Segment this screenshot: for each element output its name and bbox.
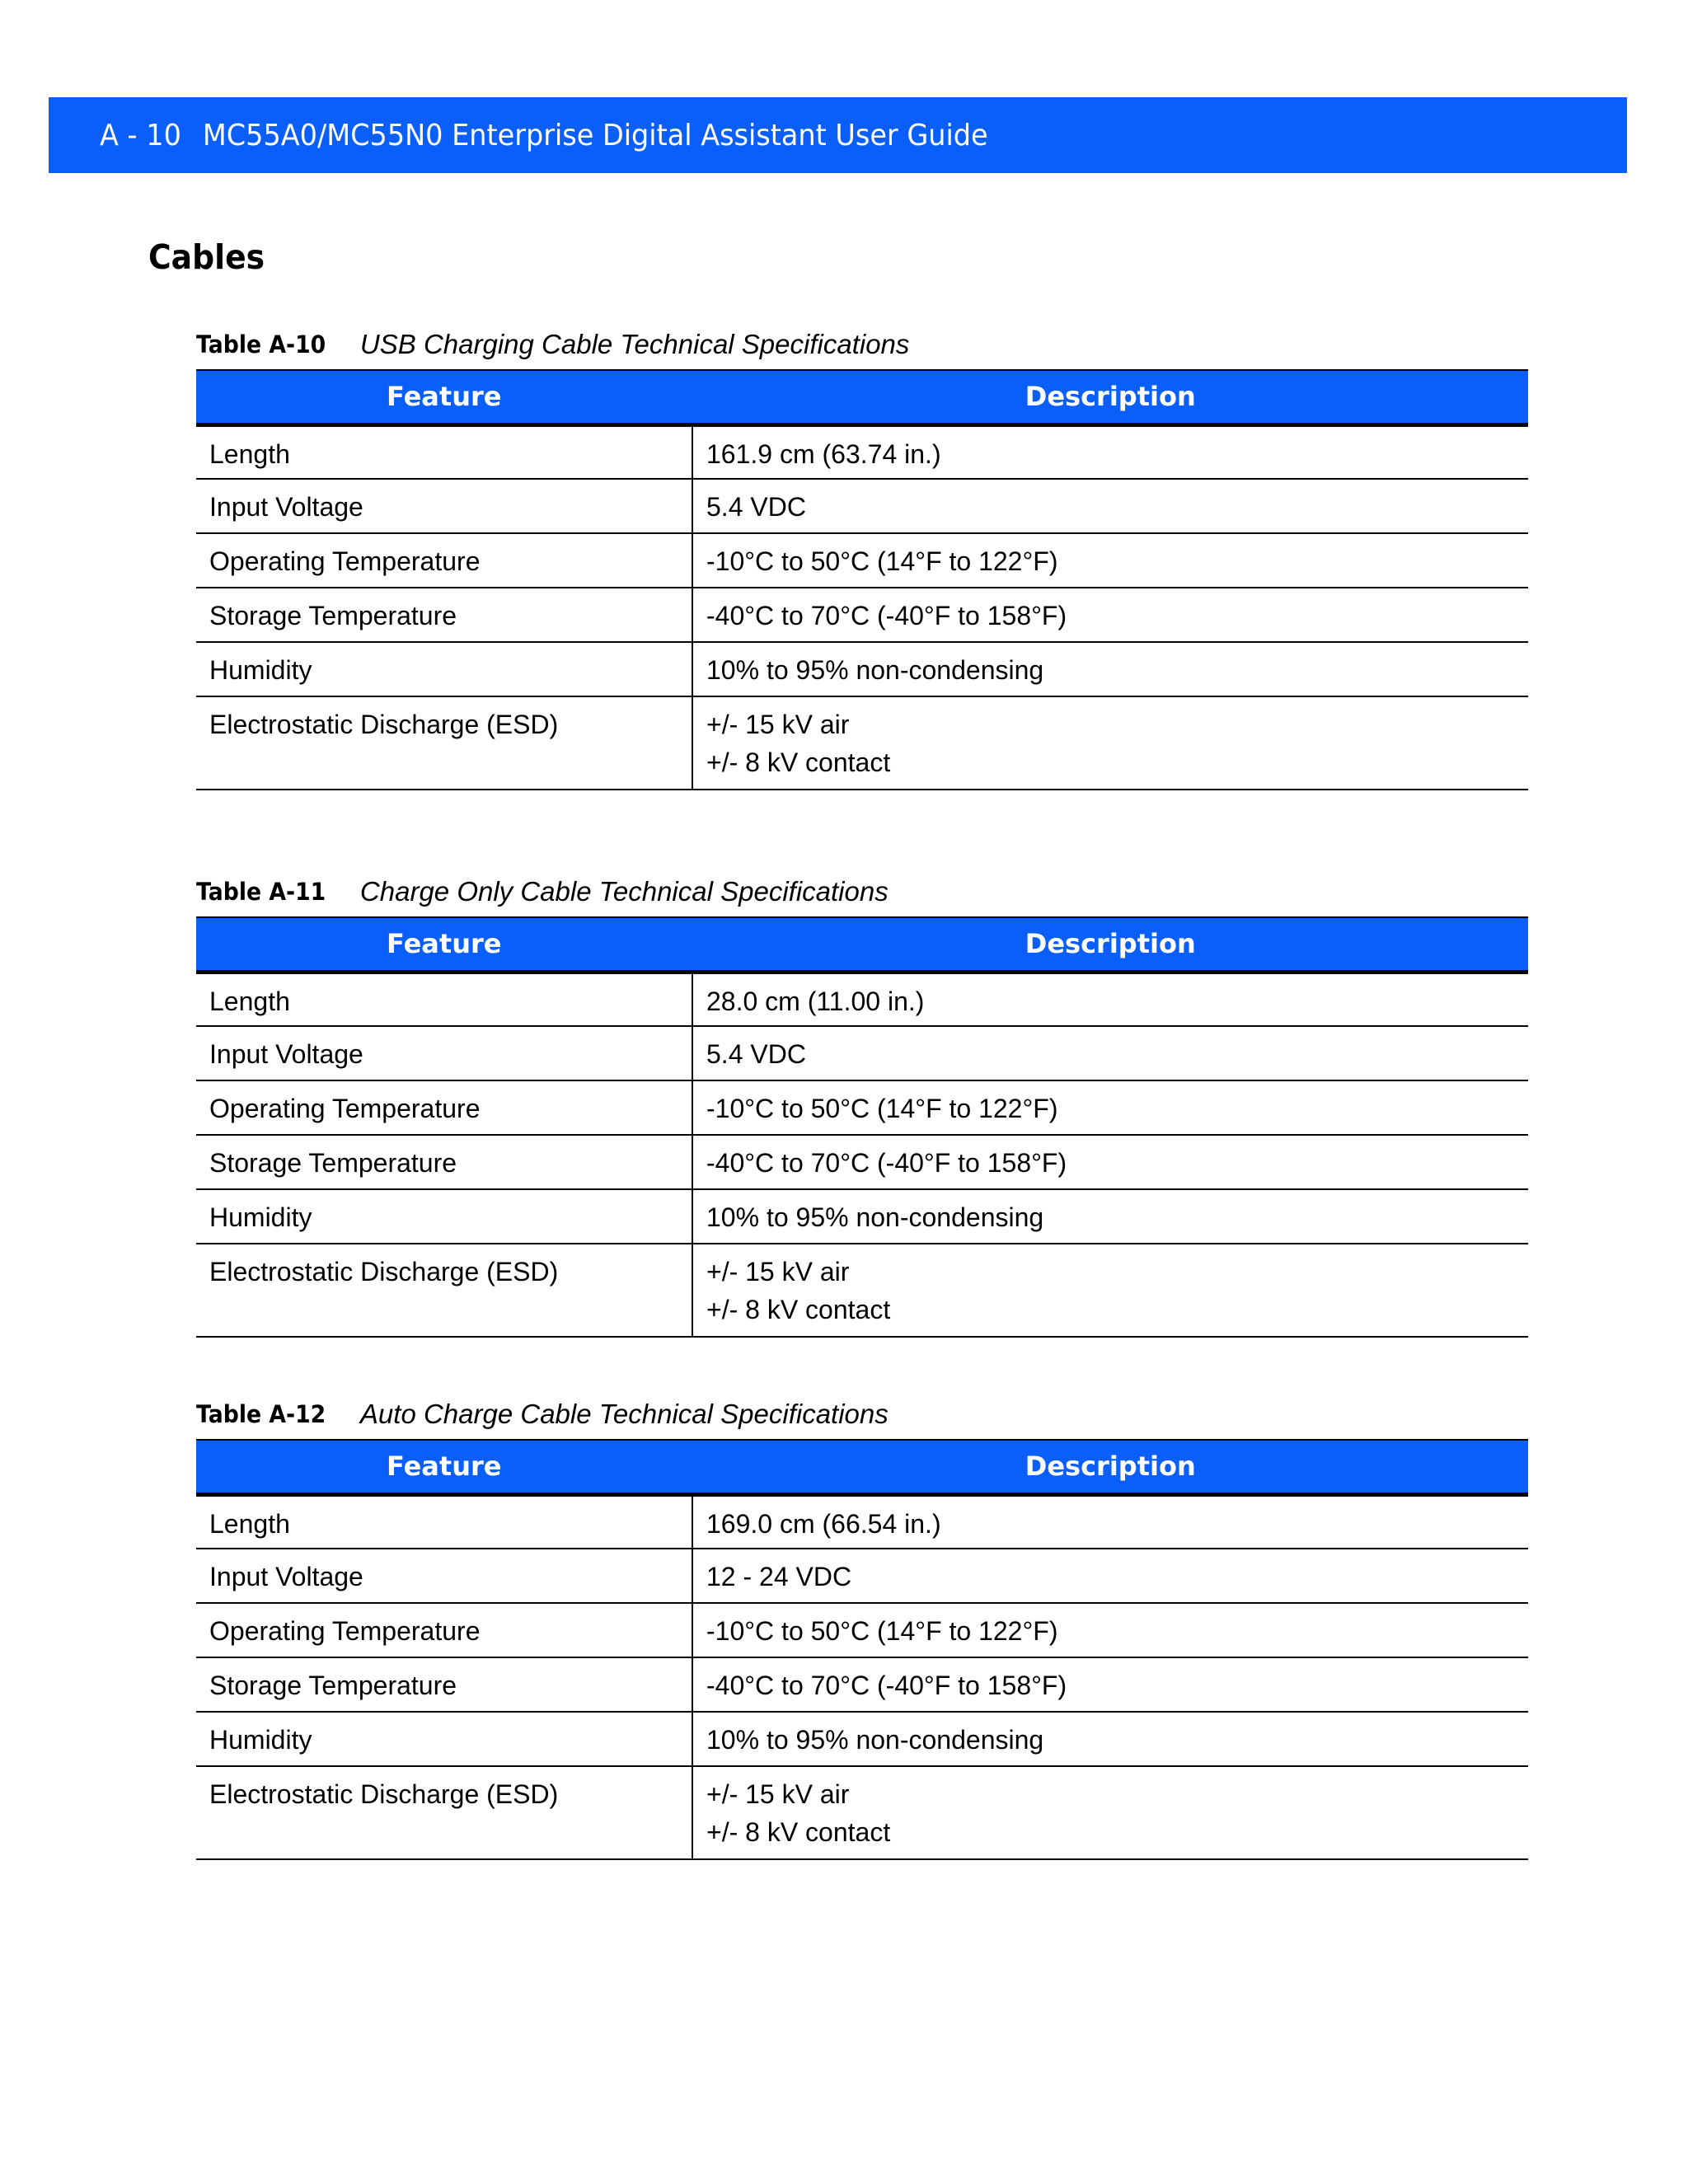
feature-cell: Input Voltage: [196, 479, 692, 533]
description-cell: [692, 1080, 1528, 1135]
description-cell: [692, 1189, 1528, 1244]
spec-table-block: [196, 320, 1528, 790]
description-cell: [692, 696, 1528, 790]
table-row: [196, 1244, 1528, 1337]
description-cell: [692, 1244, 1528, 1337]
feature-cell: Storage Temperature: [196, 1657, 692, 1712]
description-line: +/- 15 kV air: [706, 1257, 850, 1286]
column-header-description: Description: [692, 917, 1528, 972]
column-header-feature: Feature: [196, 917, 692, 972]
feature-cell: Electrostatic Discharge (ESD): [196, 696, 692, 790]
table-row: [196, 1603, 1528, 1657]
feature-cell: Storage Temperature: [196, 588, 692, 642]
description-cell: [692, 533, 1528, 588]
page-number: A - 10: [100, 118, 181, 152]
table-row: [196, 1026, 1528, 1080]
description-line: 12 - 24 VDC: [706, 1562, 852, 1591]
table-row: [196, 424, 1528, 479]
description-line: 5.4 VDC: [706, 1039, 806, 1069]
description-line: +/- 15 kV air: [706, 1779, 850, 1809]
feature-cell: Humidity: [196, 642, 692, 696]
description-line: 10% to 95% non-condensing: [706, 1202, 1044, 1232]
table-caption: [196, 867, 1528, 916]
spec-table-block: [196, 1390, 1528, 1860]
feature-cell: Length: [196, 1494, 692, 1549]
description-line: 10% to 95% non-condensing: [706, 655, 1044, 685]
spec-table: [196, 369, 1528, 790]
table-label: Table A-10: [196, 330, 326, 359]
table-row: [196, 1766, 1528, 1859]
description-line: +/- 15 kV air: [706, 710, 850, 739]
table-row: [196, 972, 1528, 1026]
description-line: +/- 8 kV contact: [706, 1817, 891, 1847]
description-cell: [692, 1766, 1528, 1859]
column-header-description: Description: [692, 1440, 1528, 1494]
table-caption: [196, 1390, 1528, 1439]
description-cell: [692, 1603, 1528, 1657]
column-header-feature: Feature: [196, 1440, 692, 1494]
feature-cell: Humidity: [196, 1712, 692, 1766]
feature-cell: Length: [196, 424, 692, 479]
feature-cell: Humidity: [196, 1189, 692, 1244]
feature-cell: Operating Temperature: [196, 1080, 692, 1135]
table-caption: [196, 320, 1528, 369]
description-line: -10°C to 50°C (14°F to 122°F): [706, 1616, 1058, 1646]
table-header-row: [196, 1440, 1528, 1494]
description-cell: [692, 424, 1528, 479]
description-cell: [692, 642, 1528, 696]
description-cell: [692, 972, 1528, 1026]
description-cell: [692, 1549, 1528, 1603]
description-line: +/- 8 kV contact: [706, 748, 891, 777]
description-line: 28.0 cm (11.00 in.): [706, 986, 925, 1016]
feature-cell: Operating Temperature: [196, 533, 692, 588]
table-row: [196, 1135, 1528, 1189]
description-line: 10% to 95% non-condensing: [706, 1725, 1044, 1755]
table-row: [196, 1549, 1528, 1603]
table-header-row: [196, 917, 1528, 972]
description-line: -10°C to 50°C (14°F to 122°F): [706, 546, 1058, 576]
table-header-row: [196, 370, 1528, 424]
spec-table-block: [196, 867, 1528, 1338]
description-line: 5.4 VDC: [706, 492, 806, 522]
description-cell: [692, 1135, 1528, 1189]
table-label: Table A-11: [196, 878, 326, 906]
guide-title: MC55A0/MC55N0 Enterprise Digital Assistant User Guide: [202, 118, 988, 152]
table-row: [196, 588, 1528, 642]
table-row: [196, 642, 1528, 696]
table-row: [196, 1712, 1528, 1766]
feature-cell: Input Voltage: [196, 1026, 692, 1080]
table-row: [196, 1494, 1528, 1549]
description-line: 169.0 cm (66.54 in.): [706, 1508, 941, 1539]
page-header-bar: [49, 97, 1627, 173]
description-line: -10°C to 50°C (14°F to 122°F): [706, 1094, 1058, 1123]
column-header-description: Description: [692, 370, 1528, 424]
description-cell: [692, 1026, 1528, 1080]
description-line: -40°C to 70°C (-40°F to 158°F): [706, 1671, 1067, 1700]
table-row: [196, 1080, 1528, 1135]
description-cell: [692, 1712, 1528, 1766]
description-line: -40°C to 70°C (-40°F to 158°F): [706, 1148, 1067, 1178]
table-title: USB Charging Cable Technical Specifications: [359, 329, 910, 359]
description-cell: [692, 1494, 1528, 1549]
table-label: Table A-12: [196, 1400, 326, 1428]
table-row: [196, 479, 1528, 533]
table-row: [196, 696, 1528, 790]
description-cell: [692, 479, 1528, 533]
spec-table: [196, 916, 1528, 1338]
feature-cell: Length: [196, 972, 692, 1026]
spec-table: [196, 1439, 1528, 1860]
table-row: [196, 533, 1528, 588]
feature-cell: Electrostatic Discharge (ESD): [196, 1766, 692, 1859]
feature-cell: Storage Temperature: [196, 1135, 692, 1189]
table-title: Charge Only Cable Technical Specifications: [359, 876, 889, 907]
feature-cell: Operating Temperature: [196, 1603, 692, 1657]
table-title: Auto Charge Cable Technical Specifications: [359, 1399, 889, 1429]
feature-cell: Input Voltage: [196, 1549, 692, 1603]
table-row: [196, 1657, 1528, 1712]
description-cell: [692, 1657, 1528, 1712]
section-title: Cables: [148, 237, 265, 277]
description-cell: [692, 588, 1528, 642]
column-header-feature: Feature: [196, 370, 692, 424]
description-line: -40°C to 70°C (-40°F to 158°F): [706, 601, 1067, 630]
description-line: +/- 8 kV contact: [706, 1295, 891, 1324]
description-line: 161.9 cm (63.74 in.): [706, 438, 941, 469]
page-header-text: [100, 119, 988, 152]
feature-cell: Electrostatic Discharge (ESD): [196, 1244, 692, 1337]
table-row: [196, 1189, 1528, 1244]
